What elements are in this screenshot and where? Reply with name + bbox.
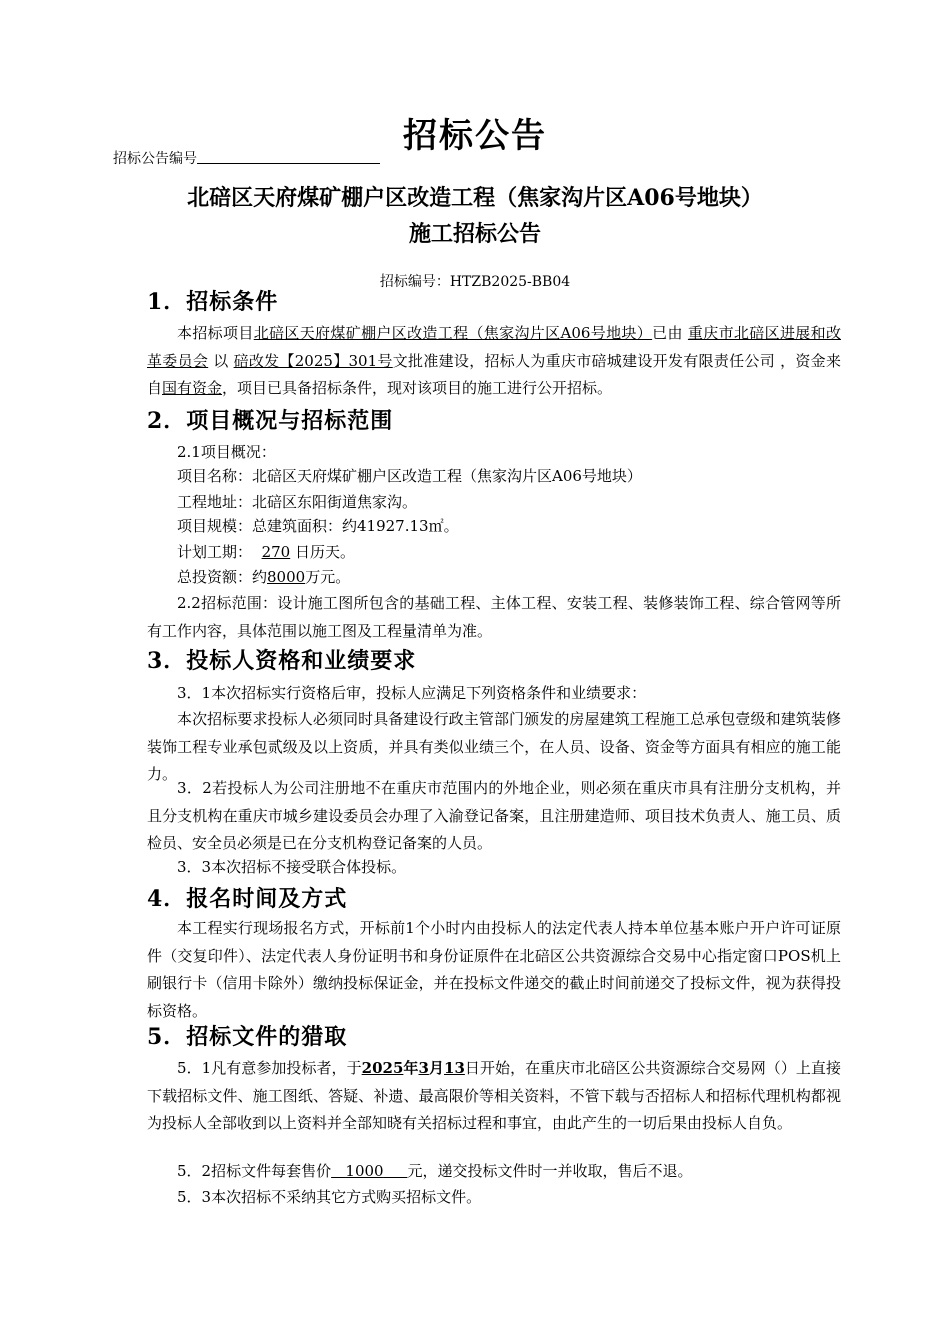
- price-paragraph: 5．2招标文件每套售价 1000 元，递交投标文件时一并收取，售后不退。: [177, 1162, 693, 1180]
- project-name: 北碚区天府煤矿棚户区改造工程（焦家沟片区A06号地块）: [253, 324, 653, 342]
- section-2-heading: 2．项目概况与招标范围: [147, 408, 394, 434]
- section-4-heading: 4．报名时间及方式: [147, 886, 348, 912]
- start-day: 13: [444, 1059, 465, 1077]
- project-title: 北碚区天府煤矿棚户区改造工程（焦家沟片区A06号地块）: [187, 185, 763, 211]
- investment-line: 总投资额：约8000万元。: [177, 568, 351, 586]
- registration-paragraph: 本工程实行现场报名方式，开标前1个小时内由投标人的法定代表人持本单位基本账户开户许可证原件（交复印件）、法定代表人身份证明书和身份证原件在北碚区公共资源综合交易中心指定窗口POS机上刷银行卡（信用卡除外）缴纳投标保证金，并在投标文件递交的截止时间前递交了投标文件，视为获得投标资格。: [147, 919, 841, 1020]
- purchase-rule: 5．3本次招标不采纳其它方式购买招标文件。: [177, 1188, 482, 1206]
- overview-label: 2.1项目概况：: [177, 443, 276, 461]
- scope-paragraph: 2.2招标范围：设计施工图所包含的基础工程、主体工程、安装工程、装修装饰工程、综合管网等所有工作内容，具体范围以施工图及工程量清单为准。: [147, 594, 841, 640]
- scale-line: 项目规模：总建筑面积：约41927.13㎡。: [177, 517, 459, 535]
- notice-number-blank: [197, 151, 380, 164]
- document-price: 1000: [345, 1162, 384, 1180]
- qualification-requirements: 本次招标要求投标人必须同时具备建设行政主管部门颁发的房屋建筑工程施工总承包壹级和建筑装修装饰工程专业承包贰级及以上资质，并具有类似业绩三个，在人员、设备、资金等方面具有相应的施工能力。: [147, 710, 841, 783]
- approval-doc-number: 碚改发【2025】301号: [233, 351, 393, 370]
- start-month: 3: [418, 1059, 429, 1077]
- investment-value: 8000: [267, 568, 306, 586]
- qualification-intro: 3．1本次招标实行资格后审，投标人应满足下列资格条件和业绩要求：: [177, 684, 647, 702]
- start-year: 2025: [361, 1059, 404, 1077]
- branch-requirements: 3．2若投标人为公司注册地不在重庆市范围内的外地企业，则必须在重庆市具有注册分支机构，并且分支机构在重庆市城乡建设委员会办理了入渝登记备案，且注册建造师、项目技术负责人、施工员、质检员、安全员必须是已在分支机构登记备案的人员。: [147, 779, 841, 852]
- section-3-heading: 3．投标人资格和业绩要求: [147, 648, 417, 674]
- duration-line: 计划工期： 270 日历天。: [177, 543, 355, 561]
- consortium-rule: 3．3本次招标不接受联合体投标。: [177, 858, 407, 876]
- approver: 重庆市北碚区进展和改革委员会: [147, 324, 841, 370]
- notice-number-field: [113, 148, 380, 168]
- project-subtitle: 施工招标公告: [408, 221, 541, 247]
- section-1-paragraph: 本招标项目北碚区天府煤矿棚户区改造工程（焦家沟片区A06号地块）已由 重庆市北碚区进展和改革委员会 以 碚改发【2025】301号文批准建设，招标人为重庆市碚城建设开发有限责任公司 ，资金来自国有资金，项目已具备招标条件，现对该项目的施工进行公开招标。: [147, 324, 841, 397]
- project-name-line: 项目名称：北碚区天府煤矿棚户区改造工程（焦家沟片区A06号地块）: [177, 467, 642, 485]
- address-line: 工程地址：北碚区东阳街道焦家沟。: [177, 493, 418, 511]
- notice-number-label: 招标公告编号: [113, 151, 197, 167]
- fund-source: 国有资金: [162, 379, 223, 397]
- download-paragraph: 5．1凡有意参加投标者，于2025年3月13日开始，在重庆市北碚区公共资源综合交易网（）上直接下载招标文件、施工图纸、答疑、补遗、最高限价等相关资料，不管下载与否招标人和招标代理机构都视为投标人全部收到以上资料并全部知晓有关招标过程和事宜，由此产生的一切后果由投标人自负。: [147, 1059, 841, 1132]
- section-1-heading: 1．招标条件: [147, 289, 279, 315]
- duration-value: 270: [261, 543, 291, 561]
- section-5-heading: 5．招标文件的猎取: [147, 1024, 348, 1050]
- document-title: 招标公告: [403, 116, 547, 156]
- bid-number: 招标编号：HTZB2025-BB04: [379, 274, 571, 290]
